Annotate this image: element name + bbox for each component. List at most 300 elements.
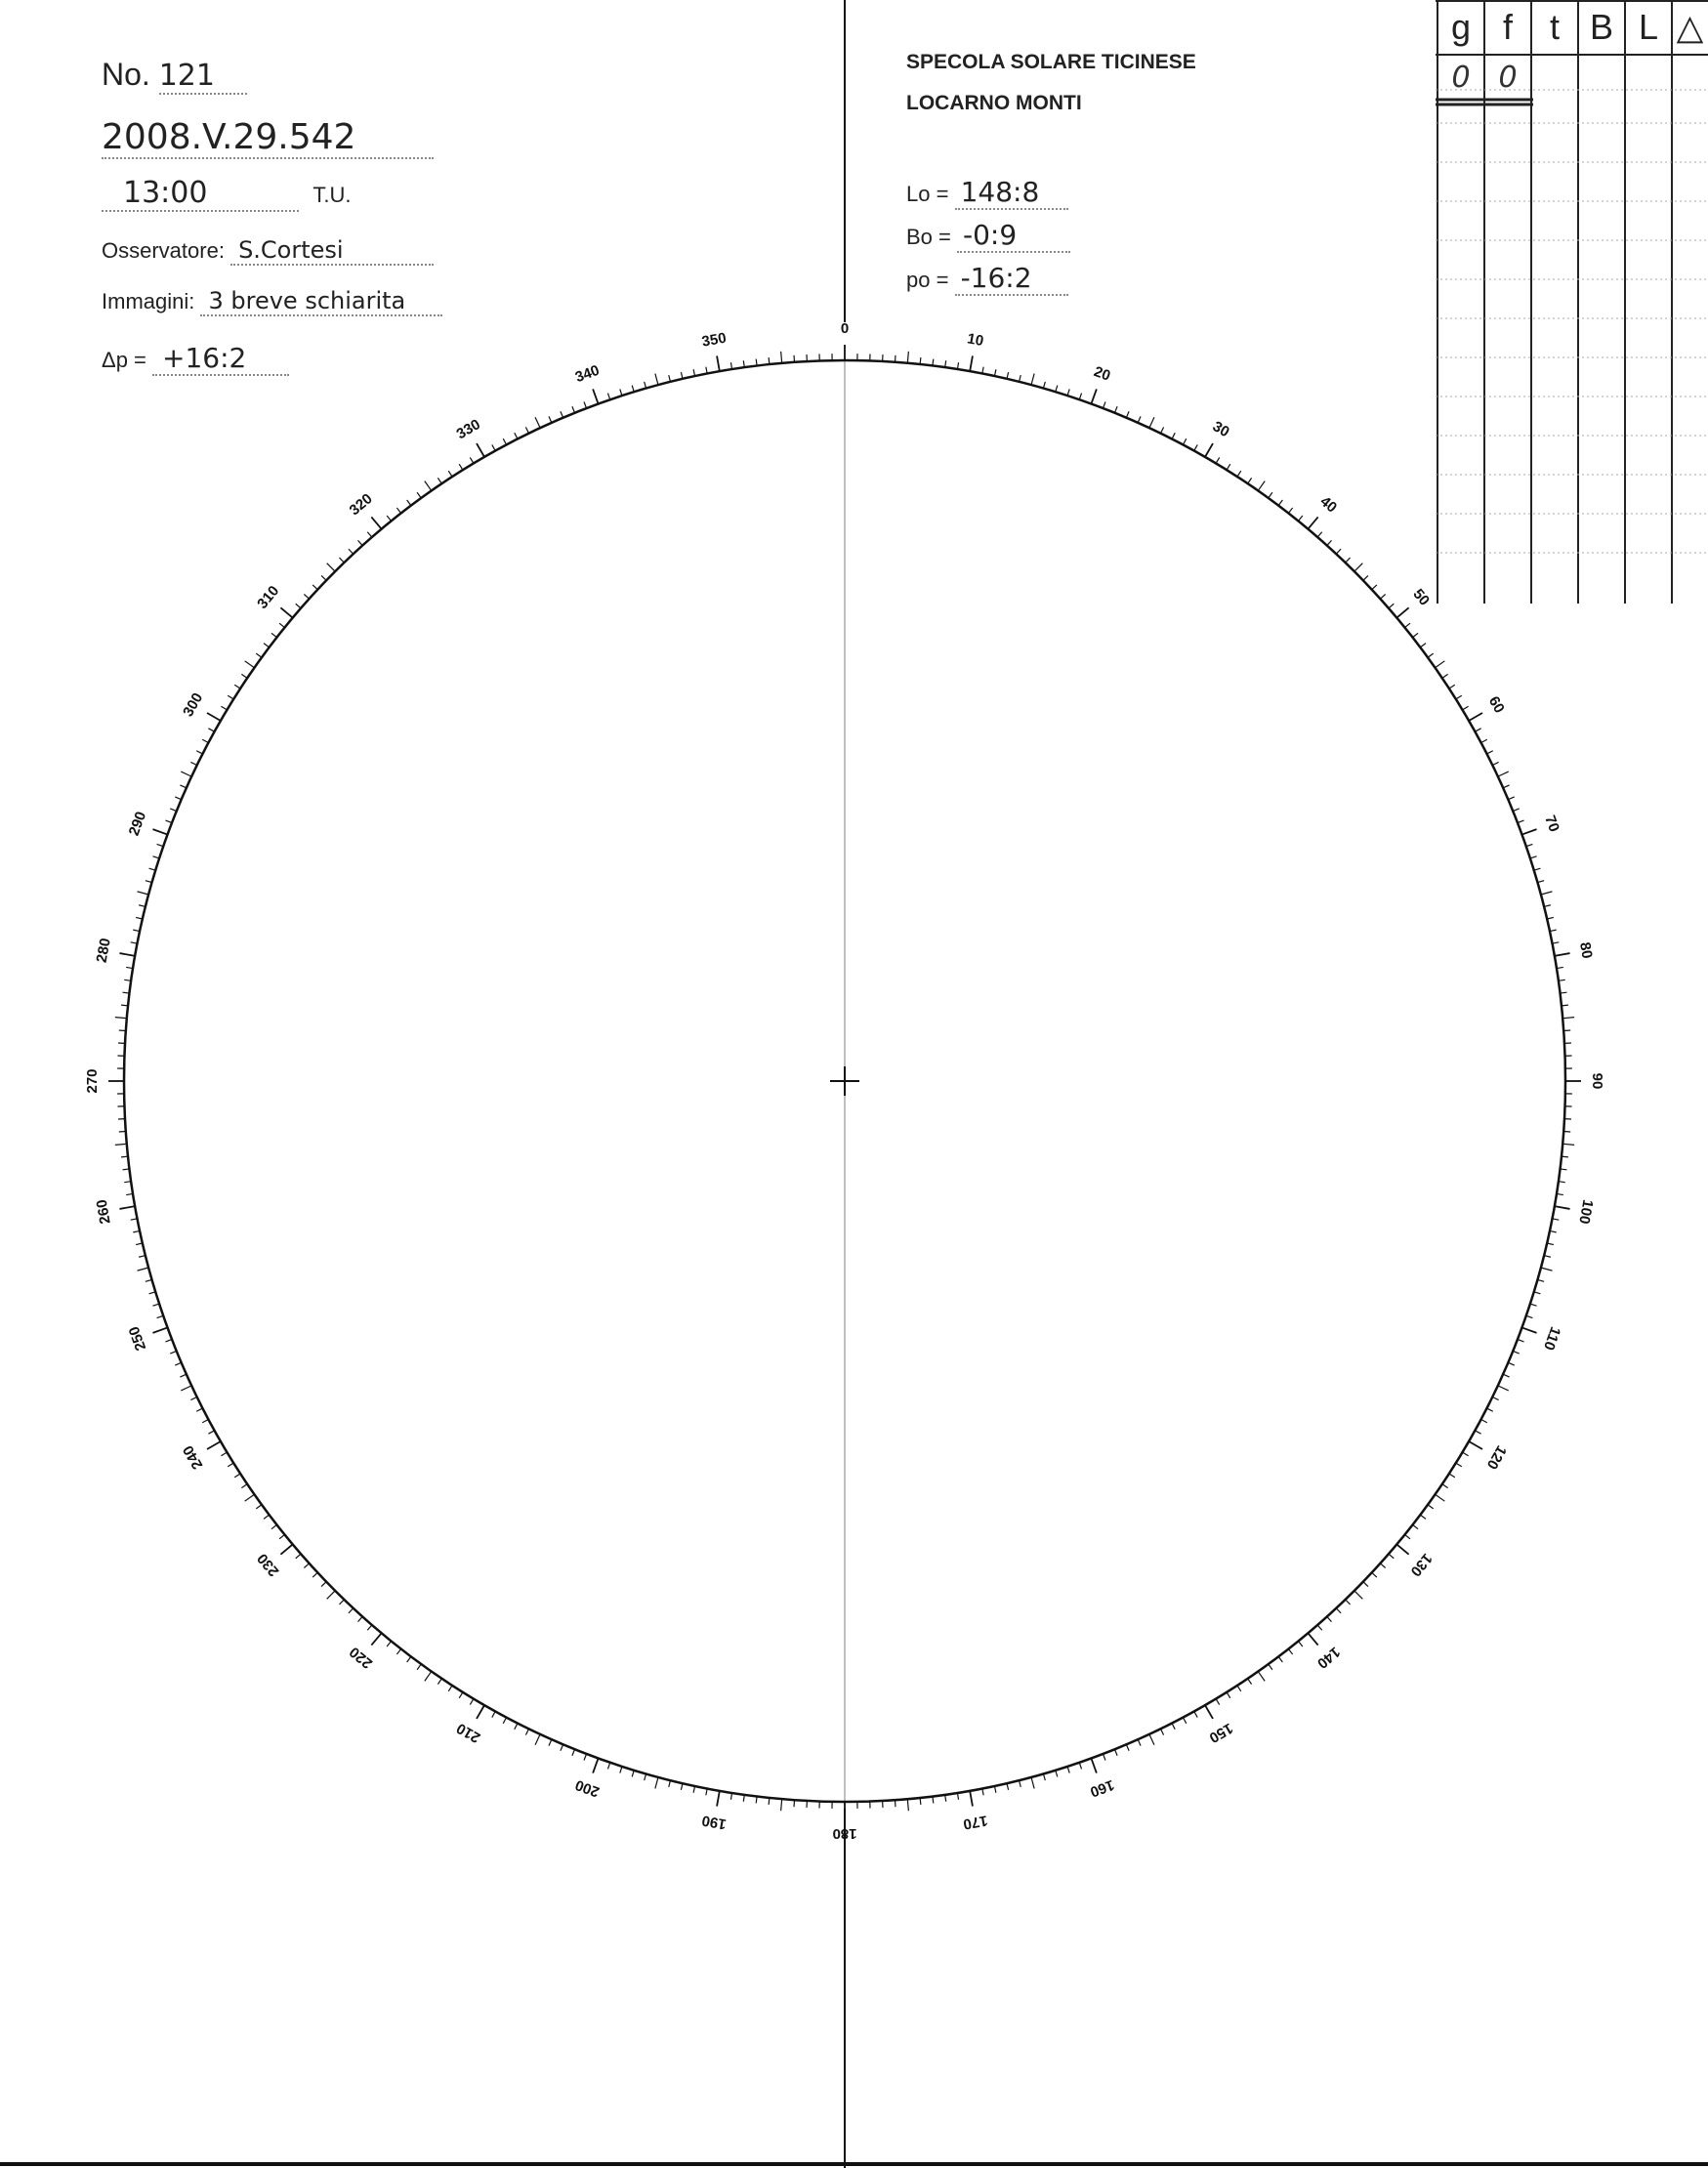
angle-tick <box>572 406 575 412</box>
observer-label: Osservatore: <box>102 238 225 263</box>
angle-tick <box>1534 868 1541 870</box>
angle-tick <box>121 1005 128 1006</box>
angle-tick <box>561 411 563 417</box>
angle-label-350: 350 <box>700 329 729 351</box>
institution-name: SPECOLA SOLARE TICINESE <box>906 51 1196 73</box>
angle-tick <box>632 1771 634 1777</box>
angle-tick <box>1308 517 1317 528</box>
angle-label-160: 160 <box>1087 1775 1117 1801</box>
observation-time-value: 13:00 <box>102 176 299 212</box>
angle-label-40: 40 <box>1316 492 1341 517</box>
angle-tick <box>437 1679 441 1685</box>
angle-label-300: 300 <box>180 689 207 720</box>
angle-tick <box>1380 594 1385 599</box>
angle-tick <box>477 1705 484 1719</box>
angle-tick <box>607 394 609 400</box>
angle-tick <box>1487 751 1493 754</box>
angle-tick <box>525 1729 528 1734</box>
angle-tick <box>448 471 452 477</box>
angle-tick <box>149 1292 156 1294</box>
angle-tick <box>357 1616 362 1621</box>
angle-tick <box>387 1642 391 1647</box>
angle-tick <box>256 653 262 657</box>
angle-tick <box>1550 1230 1557 1231</box>
angle-tick <box>241 1484 247 1488</box>
col-header-t: t <box>1549 7 1560 47</box>
angle-label-60: 60 <box>1484 693 1508 717</box>
angle-label-220: 220 <box>346 1643 376 1672</box>
angle-tick <box>561 1744 563 1750</box>
angle-label-320: 320 <box>346 490 376 520</box>
angle-tick <box>1541 892 1553 895</box>
angle-tick <box>157 844 164 846</box>
angle-tick <box>1278 500 1282 506</box>
angle-tick <box>1420 1515 1426 1519</box>
angle-tick <box>1389 1554 1394 1559</box>
angle-tick <box>1526 844 1533 846</box>
angle-tick <box>175 1362 181 1365</box>
angle-tick <box>1317 1625 1322 1630</box>
angle-tick <box>1258 1672 1265 1682</box>
angle-tick <box>396 508 400 514</box>
angle-tick <box>1216 1699 1220 1705</box>
angle-tick <box>681 1783 683 1790</box>
angle-tick <box>339 1600 344 1605</box>
angle-label-290: 290 <box>125 809 150 839</box>
angle-tick <box>1194 444 1197 450</box>
angle-tick <box>264 644 270 647</box>
observation-date-value: 2008.V.29.542 <box>102 117 434 159</box>
angle-tick <box>181 1386 191 1391</box>
angle-tick <box>1503 785 1509 788</box>
angle-tick <box>669 1780 671 1787</box>
angle-tick <box>1487 1408 1493 1411</box>
angle-tick <box>371 517 381 528</box>
angle-tick <box>196 751 202 754</box>
angle-tick <box>1492 762 1498 765</box>
p0-label: po = <box>906 268 949 292</box>
col-header-l: L <box>1638 7 1659 47</box>
angle-tick <box>1269 492 1272 498</box>
angle-tick <box>781 1799 782 1811</box>
angle-tick <box>1114 1749 1117 1755</box>
angle-tick <box>1336 1608 1341 1613</box>
angle-tick <box>245 661 255 668</box>
angle-tick <box>1248 478 1252 483</box>
angle-tick <box>170 809 176 812</box>
angle-tick <box>1498 1386 1509 1391</box>
angle-tick <box>327 563 335 571</box>
angle-tick <box>1114 406 1117 412</box>
angle-tick <box>136 917 143 919</box>
angle-tick <box>417 1664 421 1670</box>
angle-tick <box>1056 1771 1058 1777</box>
angle-tick <box>607 1763 609 1770</box>
angle-tick <box>1521 829 1536 834</box>
angle-tick <box>1544 1256 1551 1258</box>
angle-tick <box>180 785 186 788</box>
angle-tick <box>1248 1679 1252 1685</box>
angle-tick <box>1463 1452 1469 1456</box>
angle-tick <box>133 930 140 931</box>
angle-tick <box>920 357 921 364</box>
angle-tick <box>1031 1777 1034 1789</box>
angle-tick <box>245 1494 255 1501</box>
delta-p-label: Δp = <box>102 348 146 372</box>
angle-tick <box>407 500 411 506</box>
angle-tick <box>1436 1494 1445 1501</box>
angle-tick <box>202 739 208 742</box>
angle-tick <box>632 386 634 393</box>
angle-tick <box>970 1791 973 1807</box>
angle-tick <box>470 1699 474 1705</box>
angle-tick <box>241 674 247 678</box>
angle-tick <box>280 607 292 617</box>
angle-tick <box>367 1625 372 1630</box>
angle-tick <box>339 558 344 563</box>
angle-tick <box>1456 695 1462 699</box>
angle-label-120: 120 <box>1482 1442 1510 1473</box>
col-header-f: f <box>1502 7 1513 47</box>
angle-tick <box>1530 1304 1537 1306</box>
disk-center-crosshair <box>830 1066 859 1096</box>
angle-tick <box>1481 739 1487 742</box>
angle-label-80: 80 <box>1576 940 1596 960</box>
institution-location: LOCARNO MONTI <box>906 92 1082 114</box>
angle-tick <box>492 1711 495 1717</box>
angle-tick <box>437 478 441 483</box>
angle-label-20: 20 <box>1091 363 1113 385</box>
angle-tick <box>1237 1686 1241 1691</box>
angle-tick <box>1336 549 1341 554</box>
angle-tick <box>1562 1156 1568 1157</box>
angle-tick <box>492 444 495 450</box>
angle-tick <box>933 1796 934 1803</box>
angle-tick <box>669 375 671 382</box>
angle-tick <box>139 905 146 907</box>
angle-tick <box>1475 1431 1480 1434</box>
angle-tick <box>1492 1397 1498 1400</box>
angle-label-260: 260 <box>93 1197 114 1226</box>
angle-tick <box>655 1777 658 1789</box>
angle-label-230: 230 <box>254 1550 283 1580</box>
angle-label-90: 90 <box>1589 1072 1606 1090</box>
angle-label-190: 190 <box>700 1812 729 1833</box>
angle-tick <box>1436 661 1445 668</box>
angle-tick <box>620 1767 622 1773</box>
angle-tick <box>425 1672 432 1682</box>
angle-tick <box>1428 1505 1434 1509</box>
angle-tick <box>165 820 172 823</box>
angle-tick <box>1237 471 1241 477</box>
angle-label-250: 250 <box>125 1323 150 1354</box>
angle-tick <box>907 1799 908 1811</box>
angle-label-140: 140 <box>1313 1643 1344 1672</box>
angle-tick <box>1269 1664 1272 1670</box>
angle-tick <box>190 1397 196 1400</box>
angle-tick <box>170 1351 176 1354</box>
angle-tick <box>181 771 191 776</box>
angle-tick <box>149 868 156 870</box>
angle-tick <box>681 372 683 379</box>
angle-label-280: 280 <box>93 937 114 965</box>
angle-tick <box>1227 464 1230 470</box>
angle-tick <box>196 1408 202 1411</box>
angle-tick <box>138 1268 149 1271</box>
angle-tick <box>1007 372 1009 379</box>
angle-tick <box>1413 633 1419 637</box>
angle-label-70: 70 <box>1541 813 1562 835</box>
angle-tick <box>1547 1243 1554 1245</box>
angle-label-340: 340 <box>572 361 603 387</box>
angle-label-310: 310 <box>254 582 283 612</box>
angle-tick <box>756 1796 757 1803</box>
angle-tick <box>1363 575 1368 580</box>
angle-tick <box>1396 607 1408 617</box>
angle-tick <box>1205 1705 1213 1719</box>
angle-tick <box>1091 1758 1096 1772</box>
angle-tick <box>459 1692 463 1698</box>
angle-label-10: 10 <box>966 330 985 350</box>
angle-tick <box>1298 516 1302 521</box>
angle-tick <box>1449 685 1455 688</box>
angle-tick <box>1449 1474 1455 1478</box>
angle-label-210: 210 <box>453 1719 483 1746</box>
angle-tick <box>1183 438 1186 444</box>
angle-tick <box>1442 1484 1448 1488</box>
angle-tick <box>207 1441 221 1449</box>
angle-tick <box>1091 389 1096 403</box>
angle-tick <box>1396 1544 1408 1554</box>
observer-value: S.Cortesi <box>230 236 434 266</box>
angle-tick <box>1555 1206 1570 1209</box>
angle-tick <box>620 389 622 396</box>
angle-tick <box>180 1374 186 1377</box>
angle-tick <box>1020 375 1021 382</box>
angle-tick <box>1205 443 1213 457</box>
angle-tick <box>1346 1600 1351 1605</box>
angle-tick <box>1389 604 1394 608</box>
angle-tick <box>1258 481 1265 491</box>
angle-tick <box>1469 713 1482 721</box>
angle-tick <box>535 1734 540 1745</box>
angle-tick <box>139 1256 146 1258</box>
angle-tick <box>304 594 309 599</box>
angle-tick <box>717 355 720 371</box>
angle-tick <box>655 374 658 386</box>
angle-tick <box>1149 1734 1154 1745</box>
angle-label-130: 130 <box>1406 1550 1436 1580</box>
angle-tick <box>1420 644 1426 647</box>
angle-tick <box>1555 953 1570 956</box>
cell-g-value: 0 <box>1451 61 1471 95</box>
angle-tick <box>407 1656 411 1662</box>
angle-tick <box>1227 1692 1230 1698</box>
angle-tick <box>1363 1582 1368 1587</box>
angle-tick <box>279 1534 284 1538</box>
angle-label-330: 330 <box>453 416 483 443</box>
l0-label: Lo = <box>906 182 949 206</box>
angle-tick <box>1442 674 1448 678</box>
angle-tick <box>228 695 233 699</box>
angle-tick <box>525 427 528 433</box>
angle-tick <box>304 1563 309 1568</box>
angle-tick <box>584 1754 587 1761</box>
angle-tick <box>769 357 770 364</box>
images-value: 3 breve schiarita <box>200 287 442 316</box>
angle-tick <box>1562 1005 1568 1006</box>
angle-tick <box>136 1243 143 1245</box>
angle-label-240: 240 <box>180 1442 207 1473</box>
angle-tick <box>152 829 167 834</box>
images-label: Immagini: <box>102 289 195 313</box>
angle-tick <box>115 1144 127 1145</box>
angle-tick <box>1481 1419 1487 1422</box>
angle-tick <box>1056 386 1058 393</box>
sheet-number-value: 121 <box>159 59 247 95</box>
angle-tick <box>515 433 518 438</box>
angle-label-150: 150 <box>1206 1719 1236 1746</box>
angle-label-180: 180 <box>832 1825 857 1843</box>
angle-tick <box>1346 558 1351 563</box>
angle-tick <box>234 1474 240 1478</box>
l0-value: 148:8 <box>955 176 1068 210</box>
angle-tick <box>357 540 362 545</box>
b0-value: -0:9 <box>957 219 1070 253</box>
angle-tick <box>367 532 372 537</box>
cell-f-value: 0 <box>1498 61 1518 95</box>
angle-tick <box>371 1633 381 1645</box>
angle-tick <box>515 1724 518 1730</box>
angle-tick <box>470 457 474 463</box>
angle-label-170: 170 <box>961 1812 989 1833</box>
angle-tick <box>123 1169 130 1170</box>
angle-tick <box>1518 1339 1524 1342</box>
angle-tick <box>1354 563 1362 571</box>
angle-tick <box>1067 1767 1069 1773</box>
angle-tick <box>256 1505 262 1509</box>
angle-tick <box>503 1718 506 1724</box>
angle-tick <box>121 1156 128 1157</box>
angle-tick <box>1372 1572 1377 1577</box>
angle-tick <box>769 1798 770 1805</box>
angle-tick <box>202 1419 208 1422</box>
angle-tick <box>572 1749 575 1755</box>
angle-tick <box>1508 1362 1514 1365</box>
angle-label-100: 100 <box>1575 1197 1597 1226</box>
angle-tick <box>1526 1315 1533 1317</box>
angle-tick <box>1103 1754 1105 1761</box>
angle-tick <box>1521 1327 1536 1332</box>
angle-tick <box>1278 1656 1282 1662</box>
angle-tick <box>1503 1374 1509 1377</box>
angle-tick <box>208 729 214 731</box>
angle-tick <box>1498 771 1509 776</box>
angle-label-200: 200 <box>572 1775 603 1801</box>
angle-tick <box>994 1786 995 1793</box>
angle-tick <box>1308 1633 1317 1645</box>
angle-tick <box>119 953 135 956</box>
angle-tick <box>115 1018 127 1019</box>
angle-tick <box>970 355 973 371</box>
angle-tick <box>123 992 130 993</box>
angle-tick <box>312 585 317 590</box>
angle-tick <box>1327 1616 1332 1621</box>
angle-tick <box>1079 394 1081 400</box>
angle-tick <box>152 1304 159 1306</box>
angle-tick <box>907 352 908 363</box>
angle-tick <box>584 401 587 408</box>
angle-tick <box>1428 653 1434 657</box>
angle-tick <box>1372 585 1377 590</box>
angle-tick <box>1031 374 1034 386</box>
delta-p-value: +16:2 <box>152 342 289 376</box>
angle-tick <box>1194 1711 1197 1717</box>
angle-tick <box>1317 532 1322 537</box>
angle-tick <box>477 443 484 457</box>
angle-label-50: 50 <box>1409 585 1434 609</box>
angle-tick <box>1534 1292 1541 1294</box>
angle-tick <box>279 623 284 627</box>
angle-tick <box>717 1791 720 1807</box>
angle-tick <box>535 417 540 428</box>
angle-tick <box>503 438 506 444</box>
angle-tick <box>1405 623 1410 627</box>
angle-tick <box>152 1327 167 1332</box>
col-header-b: B <box>1589 7 1613 47</box>
angle-label-110: 110 <box>1539 1324 1564 1353</box>
angle-tick <box>693 369 694 376</box>
sheet-number-label: No. <box>102 57 150 92</box>
angle-tick <box>1161 427 1164 433</box>
angle-tick <box>1288 508 1292 514</box>
angle-tick <box>221 1452 227 1456</box>
col-header-g: g <box>1450 7 1472 47</box>
angle-tick <box>549 416 552 422</box>
angle-tick <box>264 1515 270 1519</box>
angle-tick <box>994 369 995 376</box>
angle-tick <box>1560 992 1566 993</box>
angle-tick <box>1126 411 1129 417</box>
angle-label-30: 30 <box>1209 418 1232 441</box>
angle-tick <box>1183 1718 1186 1724</box>
angle-tick <box>207 713 221 721</box>
angle-tick <box>1126 1744 1129 1750</box>
angle-tick <box>1007 1783 1009 1790</box>
angle-tick <box>425 481 432 491</box>
angle-tick <box>1327 540 1332 545</box>
angle-tick <box>396 1649 400 1655</box>
angle-tick <box>1560 1169 1566 1170</box>
angle-tick <box>190 762 196 765</box>
angle-tick <box>1413 1524 1419 1528</box>
angle-tick <box>1161 1729 1164 1734</box>
angle-tick <box>1518 820 1524 823</box>
angle-tick <box>1508 797 1514 800</box>
angle-tick <box>1562 1018 1574 1019</box>
p0-value: -16:2 <box>955 262 1068 296</box>
col-header-delta: △ <box>1676 7 1704 47</box>
angle-tick <box>228 1463 233 1467</box>
angle-tick <box>933 359 934 366</box>
angle-tick <box>221 706 227 710</box>
angle-tick <box>1544 905 1551 907</box>
time-unit-label: T.U. <box>312 183 352 207</box>
angle-tick <box>133 1230 140 1231</box>
angle-tick <box>1298 1642 1302 1647</box>
angle-tick <box>280 1544 292 1554</box>
angle-label-0: 0 <box>840 319 850 337</box>
